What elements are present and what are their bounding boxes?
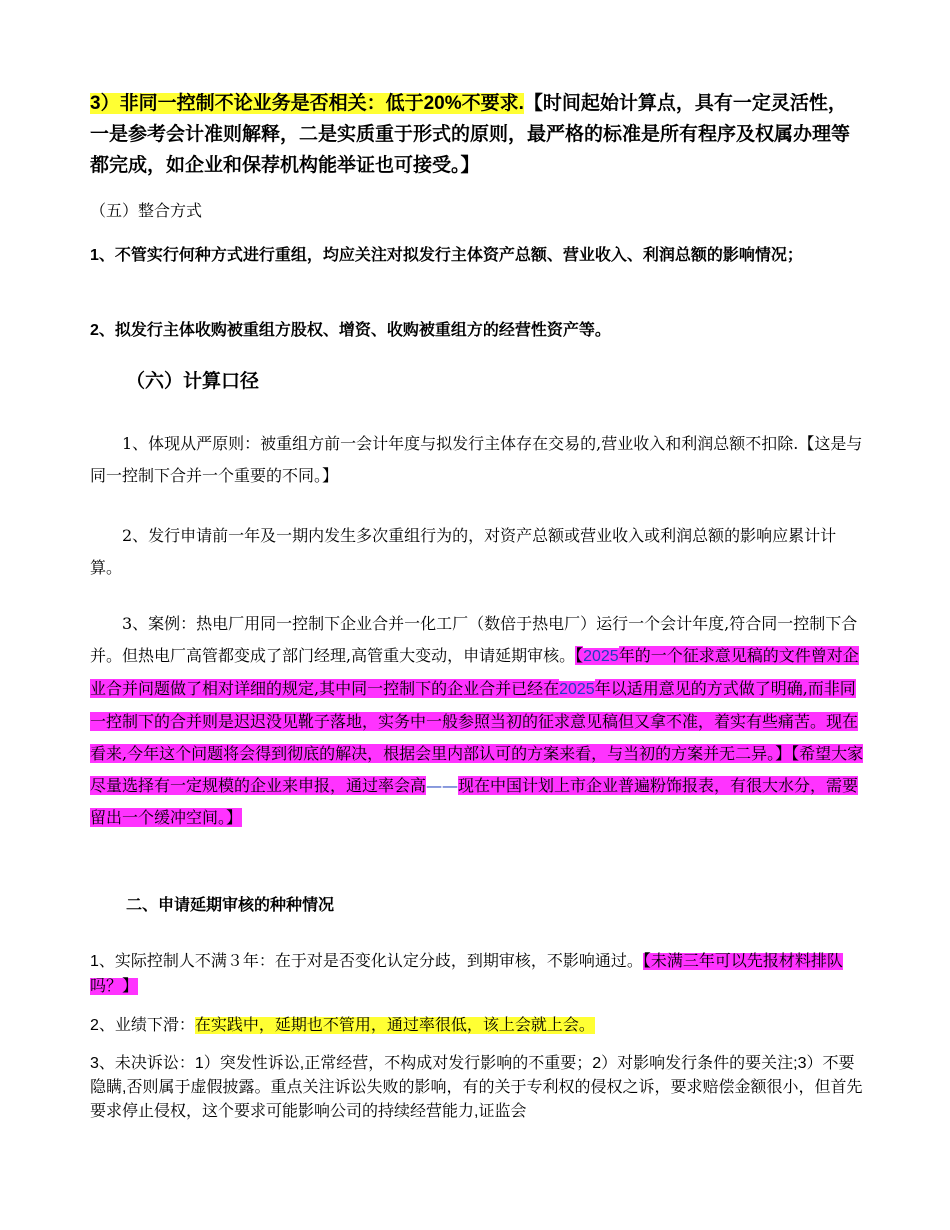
section-heading-2: 二、申请延期审核的种种情况	[126, 897, 335, 914]
case-text: 3、案例：热电厂用同一控制下企业合并一化工厂（数倍于热电厂）运行一个会计年度,符合同一控制下合并。但热电厂高管都变成了部门经理,高管重大变动，申请延期审核。	[90, 614, 858, 665]
section-heading-5: （五）整合方式	[90, 201, 203, 220]
highlighted-note: 年的一个征求意见稿的文件曾对企业合并问题做了相对详细的规定,其中同一控制下的企业合并已经在	[90, 646, 859, 698]
highlighted-note: 【	[575, 646, 584, 665]
highlighted-note: 年以适用意见的方式做了明确,而非同一控制下的合并则是迟迟没见靴子落地，实务中一般参照当初的征求意见稿但又拿不准，着实有些痛苦。现在看来,今年这个问题将会得到彻底的解决，根据会里内部认可的方案来看，与当初的方案并无二异。】【希望大家尽量选择有一定规模的企业来申报，通过率会高	[90, 679, 864, 795]
paragraph-non-common-control	[90, 88, 865, 181]
delay-2-text: 2、业绩下滑：	[90, 1017, 195, 1034]
dash-text: ——	[426, 776, 459, 795]
highlighted-text: 3）非同一控制不论业务是否相关：低于20%不要求.	[90, 93, 524, 114]
paragraph-integration-2: 2、拟发行主体收购被重组方股权、增资、收购被重组方的经营性资产等。	[90, 322, 611, 339]
paragraph-delay-2	[90, 1013, 865, 1039]
paragraph-delay-3: 3、未决诉讼：1）突发性诉讼,正常经营，不构成对发行影响的不重要；2）对影响发行条件的要关注;3）不要隐瞒,否则属于虚假披露。重点关注诉讼失败的影响，有的关于专利权的侵权之诉，要求赔偿金额很小，但首先要求停止侵权，这个要求可能影响公司的持续经营能力,证监会	[90, 1055, 863, 1120]
paragraph-integration-1: 1、不管实行何种方式进行重组，均应关注对拟发行主体资产总额、营业收入、利润总额的影响情况；	[90, 247, 803, 264]
paragraph-calc-2: 2、发行申请前一年及一期内发生多次重组行为的，对资产总额或营业收入或利润总额的影响应累计计算。	[90, 526, 837, 577]
highlighted-question: 【未满三年可以先报材料排队吗？】	[90, 953, 843, 995]
year-text: 2025	[559, 681, 595, 698]
paragraph-delay-1	[90, 949, 865, 999]
bracket-note: 【时间起始计算点，具有一定灵活性，一是参考会计准则解释，二是实质重于形式的原则，最严格的标准是所有程序及权属办理等都完成，如企业和保荐机构能举证也可接受。】	[90, 93, 851, 176]
paragraph-case	[90, 608, 865, 834]
highlighted-text: 在实践中，延期也不管用，通过率很低，该上会就上会。	[194, 1017, 595, 1034]
highlighted-note: 现在中国计划上市企业普遍粉饰报表，有很大水分，需要留出一个缓冲空间。】	[90, 776, 859, 827]
year-text: 2025	[583, 648, 619, 665]
paragraph-calc-1: 1、体现从严原则：被重组方前一会计年度与拟发行主体存在交易的,营业收入和利润总额不扣除.【这是与同一控制下合并一个重要的不同。】	[90, 434, 863, 485]
section-heading-6: （六）计算口径	[126, 371, 260, 392]
delay-1-text: 1、实际控制人不满３年：在于对是否变化认定分歧，到期审核，不影响通过。	[90, 953, 643, 970]
